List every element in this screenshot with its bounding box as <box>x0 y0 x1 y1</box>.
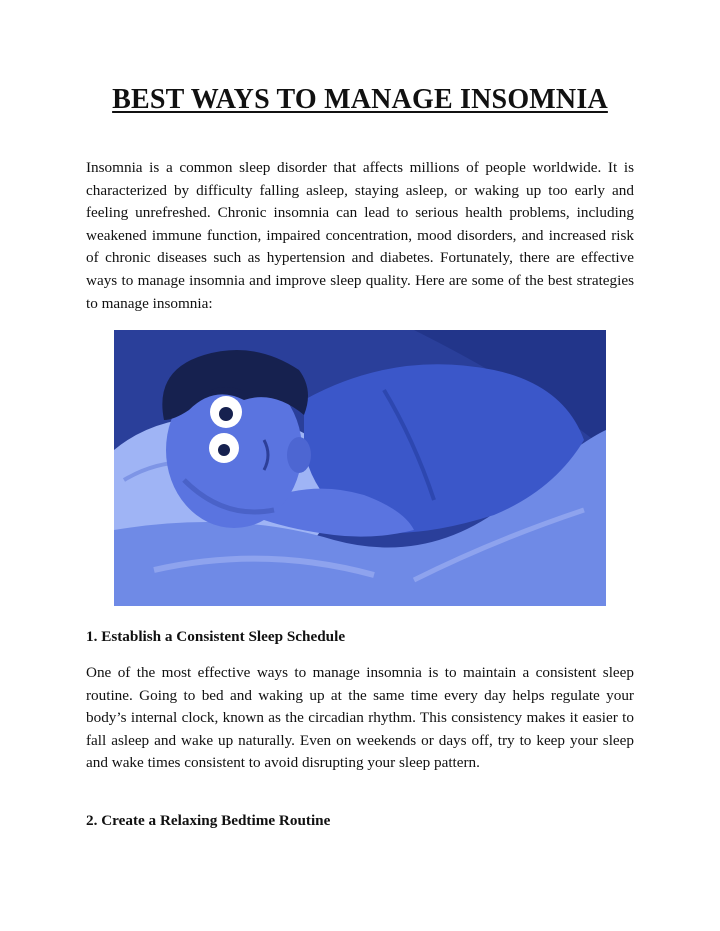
section-1-body: One of the most effective ways to manage insomnia is to maintain a consistent sleep routine. Going to bed and waking up at the same time every day helps regulate your body’s internal clock, known as the circadian rhythm. This consistency makes it easier to fall asleep and wake up naturally. Even on weekends or days off, try to keep your sleep and wake times consistent to avoid disrupting your sleep pattern. <box>86 664 634 772</box>
section-1-heading: 1. Establish a Consistent Sleep Schedule <box>86 628 346 645</box>
intro-paragraph: Insomnia is a common sleep disorder that affects millions of people worldwide. It is characterized by difficulty falling asleep, staying asleep, or waking up too early and feeling unrefreshed. Chronic insomnia can lead to serious health problems, including weakened immune function, impaired concentration, mood disorders, and increased risk of chronic diseases such as hypertension and diabetes. Fortunately, there are effective ways to manage insomnia and improve sleep quality. Here are some of the best strategies to manage insomnia: <box>86 159 634 312</box>
illustration-svg <box>114 330 606 606</box>
document-title: BEST WAYS TO MANAGE INSOMNIA <box>112 84 608 115</box>
sleepless-man-illustration <box>114 330 606 606</box>
section-2-heading: 2. Create a Relaxing Bedtime Routine <box>86 812 331 829</box>
